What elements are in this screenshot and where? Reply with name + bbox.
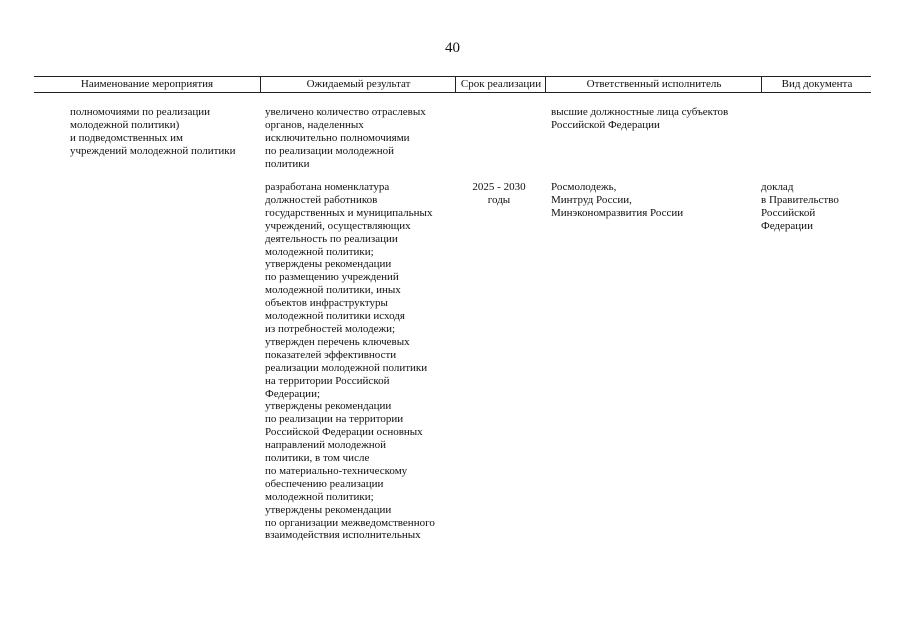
- row2-executor: Росмолодежь, Минтруд России, Минэкономразвития России: [551, 181, 684, 219]
- column-header-executor: Ответственный исполнитель: [545, 77, 762, 92]
- column-header-name: Наименование мероприятия: [80, 78, 214, 90]
- column-header-document: Вид документа: [761, 77, 872, 92]
- column-header-result: Ожидаемый результат: [260, 77, 456, 92]
- row2-document: доклад в Правительство Российской Федерации: [761, 181, 839, 232]
- row1-name: полномочиями по реализации молодежной политики) и подведомственных им учреждений молодежной политики: [70, 106, 236, 157]
- row2-result: разработана номенклатура должностей работников государственных и муниципальных учреждений, осуществляющих деятельность по реализации молодежной политики; утверждены рекомендации по размещению учреждений молодежной политики, иных объектов инфраструктуры молодежной политики исходя из потребностей молодежи; утвержден перечень ключевых показателей эффективности реализации молодежной политики на территории Российской Федерации; утверждены рекомендации по реализации на территории Российской Федерации основных направлений молодежной политики, в том числе по материально-техническому обеспечению реализации молодежной политики; утверждены рекомендации по организации межведомственного взаимодействия исполнительных: [265, 181, 435, 542]
- page-number: 40: [445, 40, 460, 56]
- row2-term: 2025 - 2030 годы: [472, 181, 526, 206]
- table-header: [34, 76, 871, 93]
- row1-executor: высшие должностные лица субъектов Российской Федерации: [551, 106, 729, 131]
- column-header-term: Срок реализации: [455, 77, 546, 92]
- row1-result: увеличено количество отраслевых органов, наделенных исключительно полномочиями по реализации молодежной политики: [265, 106, 426, 170]
